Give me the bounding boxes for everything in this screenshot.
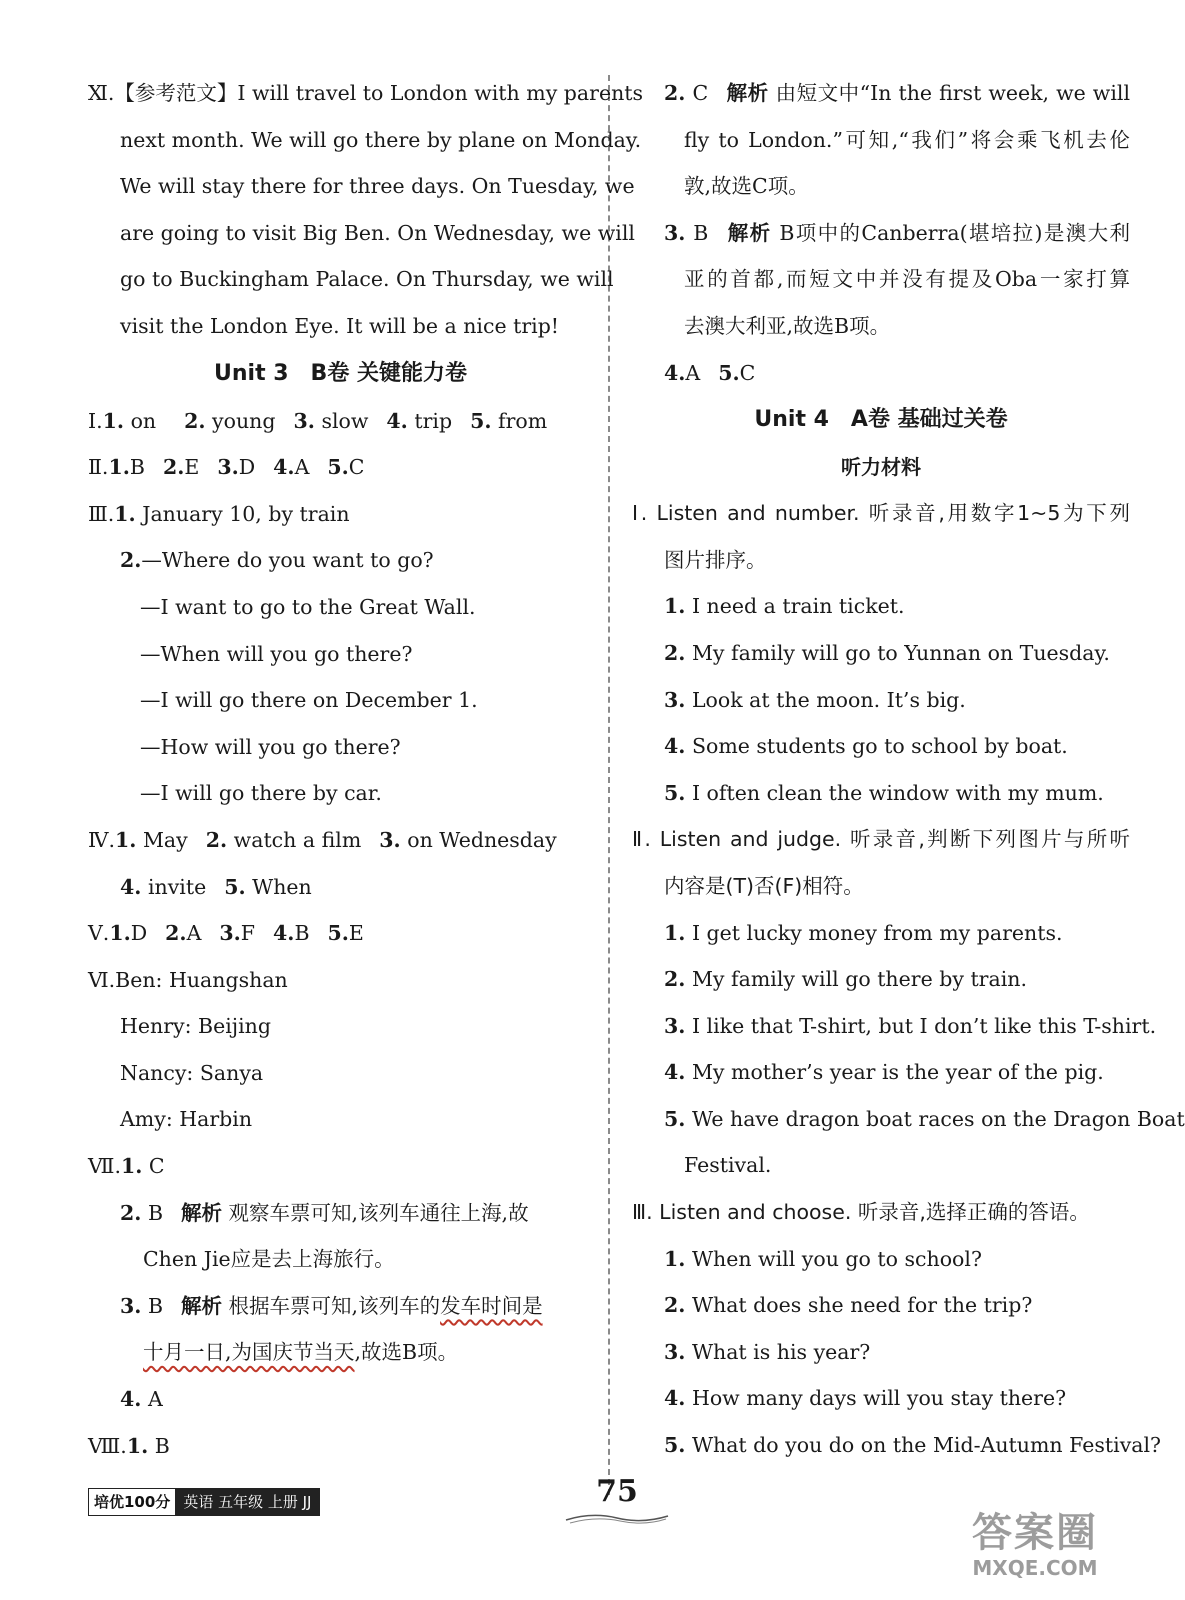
answer-row-3-2: 2.—Where do you want to go? xyxy=(120,548,434,573)
subtitle-listening: 听力材料 xyxy=(841,455,921,480)
answer-row-7-4: 4. A xyxy=(120,1387,163,1412)
listen-item: 4. My mother’s year is the year of the pig. xyxy=(664,1060,1104,1085)
listen-item: 4. How many days will you stay there? xyxy=(664,1386,1067,1411)
dialog-line: —How will you go there? xyxy=(140,734,401,759)
page-number: 75 xyxy=(596,1474,638,1509)
page-swoosh-icon xyxy=(562,1510,672,1526)
wavy-underline: 十月一日,为国庆节当天 xyxy=(143,1340,355,1365)
section-title-unit4: Unit 4 A卷 基础过关卷 xyxy=(754,407,1008,433)
explain-line: 亚的首都,而短文中并没有提及Oba一家打算 xyxy=(684,267,1130,292)
listen-item: 5. I often clean the window with my mum. xyxy=(664,780,1104,805)
essay-line: next month. We will go there by plane on Monday. xyxy=(120,127,642,152)
listen-item: 2. My family will go to Yunnan on Tuesday. xyxy=(664,640,1110,665)
watermark-url: MXQE.COM xyxy=(972,1556,1098,1580)
listen-item: 2. My family will go there by train. xyxy=(664,967,1027,992)
essay-line: go to Buckingham Palace. On Thursday, we will xyxy=(120,267,614,292)
book-info: 英语 五年级 上册 JJ xyxy=(175,1489,319,1515)
listen-item: 4. Some students go to school by boat. xyxy=(664,734,1068,759)
listen-item: 1. I get lucky money from my parents. xyxy=(664,920,1063,945)
essay-line: We will stay there for three days. On Tuesday, we xyxy=(120,174,635,199)
explain-line: fly to London.”可知,“我们”将会乘飞机去伦 xyxy=(684,127,1130,152)
listen-item: 1. I need a train ticket. xyxy=(664,594,905,619)
listen-item: 3. I like that T-shirt, but I don’t like this T-shirt. xyxy=(664,1013,1157,1038)
explain-row-45: 4.A 5.C xyxy=(664,360,756,385)
listen-item: 2. What does she need for the trip? xyxy=(664,1293,1033,1318)
answer-row-7-2: 2. B 解析 观察车票可知,该列车通往上海,故 xyxy=(120,1200,529,1225)
essay-line: are going to visit Big Ben. On Wednesday, we will xyxy=(120,220,635,245)
part2-heading: Ⅱ. Listen and judge. 听录音,判断下列图片与所听 xyxy=(632,827,1130,852)
listen-item-cont: Festival. xyxy=(684,1153,772,1178)
listen-item: 3. What is his year? xyxy=(664,1339,871,1364)
dialog-line: —When will you go there? xyxy=(140,641,413,666)
part1-heading: Ⅰ. Listen and number. 听录音,用数字1~5为下列 xyxy=(632,501,1130,526)
explain-line: 敦,故选C项。 xyxy=(684,174,809,199)
watermark xyxy=(950,1510,1120,1590)
answer-row-8: Ⅷ.1. B xyxy=(88,1433,170,1458)
explain-row-2: 2. C 解析 由短文中“In the first week, we will xyxy=(664,81,1131,105)
dialog-line: —I will go there on December 1. xyxy=(140,688,478,713)
listen-item: 1. When will you go to school? xyxy=(664,1246,982,1271)
listen-item: 5. We have dragon boat races on the Dragon Boat xyxy=(664,1106,1185,1131)
part1-heading-cont: 图片排序。 xyxy=(664,547,767,572)
dialog-line: —I will go there by car. xyxy=(140,781,382,806)
essay-block xyxy=(88,70,644,350)
right-column xyxy=(632,70,1185,1469)
answer-row-7-3b: 十月一日,为国庆节当天,故选B项。 xyxy=(143,1340,459,1365)
answer-row-6-line: Henry: Beijing xyxy=(120,1014,272,1039)
listen-item: 3. Look at the moon. It’s big. xyxy=(664,687,966,712)
explain-row-3: 3. B 解析 B项中的Canberra(堪培拉)是澳大利 xyxy=(664,220,1130,245)
answer-row-5: Ⅴ.1.D 2.A 3.F 4.B 5.E xyxy=(88,921,364,946)
book-brand: 培优100分 xyxy=(89,1489,175,1515)
left-column xyxy=(88,70,644,1469)
answer-row-7-3: 3. B 解析 根据车票可知,该列车的发车时间是 xyxy=(120,1293,543,1318)
answer-row-1: Ⅰ.1. on 2. young 3. slow 4. trip 5. from xyxy=(88,408,548,433)
answer-row-7-2b: Chen Jie应是去上海旅行。 xyxy=(143,1247,395,1272)
explain-line: 去澳大利亚,故选B项。 xyxy=(684,313,891,338)
essay-line: visit the London Eye. It will be a nice trip! xyxy=(120,313,560,338)
answer-row-6-line: Nancy: Sanya xyxy=(120,1060,264,1085)
dialog-line: —I want to go to the Great Wall. xyxy=(140,594,476,619)
part3-heading: Ⅲ. Listen and choose. 听录音,选择正确的答语。 xyxy=(632,1200,1090,1225)
essay-line: Ⅺ.【参考范文】I will travel to London with my parents xyxy=(88,81,644,105)
book-badge xyxy=(88,1488,320,1516)
section-title-unit3: Unit 3 B卷 关键能力卷 xyxy=(214,360,467,386)
answer-row-3: Ⅲ.1. January 10, by train xyxy=(88,501,350,526)
answer-row-6: Ⅵ.Ben: Huangshan xyxy=(88,967,288,992)
wavy-underline: 发车时间是 xyxy=(440,1293,543,1318)
part2-heading-cont: 内容是(T)否(F)相符。 xyxy=(664,873,864,898)
listen-item: 5. What do you do on the Mid-Autumn Festival? xyxy=(664,1433,1162,1458)
answer-row-4b: 4. invite 5. When xyxy=(120,874,312,899)
watermark-logo: 答案圈 xyxy=(972,1510,1098,1556)
answer-row-2: Ⅱ.1.B 2.E 3.D 4.A 5.C xyxy=(88,455,365,480)
answer-row-4: Ⅳ.1. May 2. watch a film 3. on Wednesday xyxy=(88,827,557,852)
answer-row-7: Ⅶ.1. C xyxy=(88,1154,165,1179)
answer-row-6-line: Amy: Harbin xyxy=(120,1107,253,1132)
